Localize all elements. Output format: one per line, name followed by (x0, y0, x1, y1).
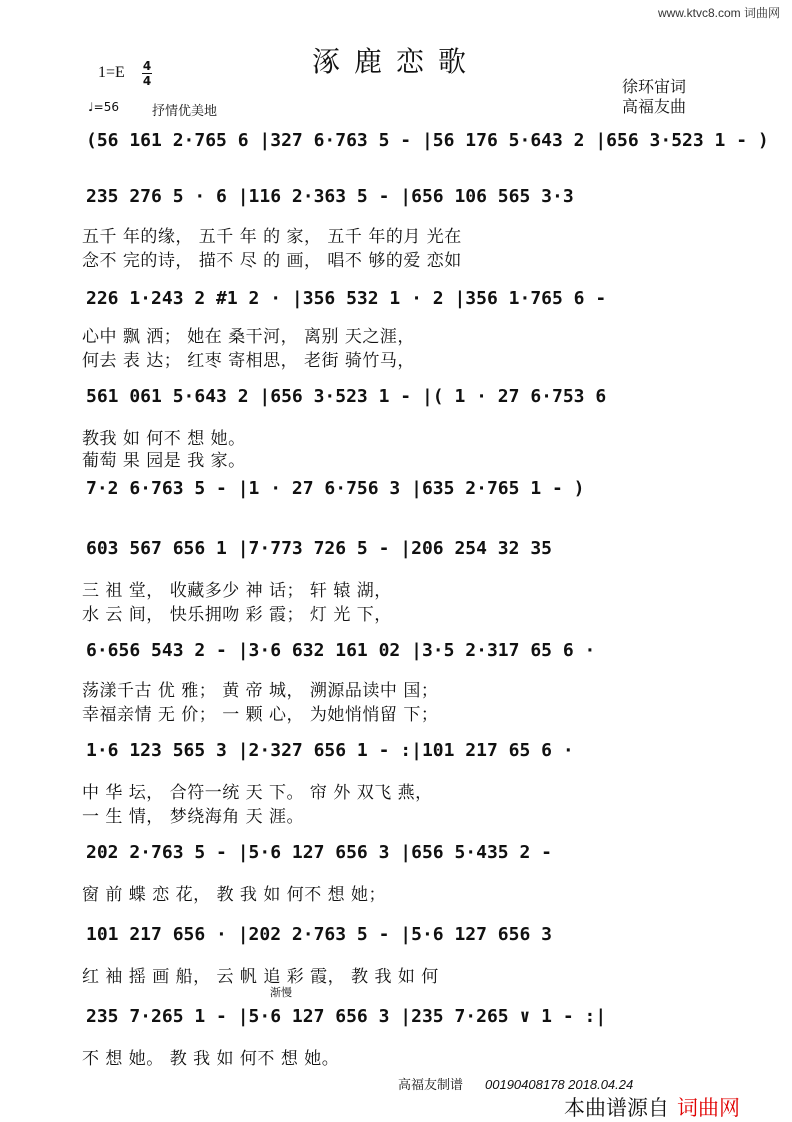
lyric-line-6b: 水 云 间， 快乐拥吻 彩 霞； 灯 光 下， (82, 605, 392, 625)
meter-bottom: 4 (142, 74, 152, 88)
watermark-source: 本曲谱源自 (564, 1096, 669, 1120)
ritardando-mark: 渐慢 (270, 986, 292, 999)
lyric-line-8b: 一 生 情， 梦绕海角 天 涯。 (82, 807, 305, 827)
notation-line-10: 101 217 656 · |202 2·763 5 - |5·6 127 656 3 (86, 924, 552, 945)
notation-line-3: 226 1·243 2 #1 2 · |356 532 1 · 2 |356 1·765 6 - (86, 288, 607, 309)
score-code: 00190408178 2018.04.24 (485, 1077, 634, 1092)
lyric-line-7b: 幸福亲情 无 价； 一 颗 心， 为她悄悄留 下； (82, 705, 439, 725)
composer-credit: 高福友曲 (622, 97, 687, 116)
notation-line-11: 235 7·265 1 - |5·6 127 656 3 |235 7·265 ∨ 1 - :| (86, 1006, 607, 1027)
notation-line-2: 235 276 5 · 6 |116 2·363 5 - |656 106 565 3·3 (86, 186, 574, 207)
lyric-line-10: 红 袖 摇 画 船， 云 帆 追 彩 霞， 教 我 如 何 (82, 967, 439, 987)
lyric-line-9: 窗 前 蝶 恋 花， 教 我 如 何不 想 她； (82, 885, 387, 905)
arranger-credit: 高福友制谱 (398, 1078, 464, 1093)
lyric-line-11: 不 想 她。 教 我 如 何不 想 她。 (82, 1049, 340, 1069)
site-url[interactable]: www.ktvc8.com 词曲网 (657, 6, 780, 20)
time-signature (142, 60, 152, 87)
watermark-site[interactable]: 词曲网 (677, 1097, 740, 1120)
key-signature: 1=E (98, 64, 125, 81)
lyric-line-4b: 葡萄 果 园是 我 家。 (82, 451, 246, 471)
lyric-line-2a: 五千 年的缘， 五千 年 的 家， 五千 年的月 光在 (82, 227, 462, 247)
notation-line-1: (56 161 2·765 6 |327 6·763 5 - |56 176 5·643 2 |656 3·523 1 - ) (86, 130, 769, 151)
footer (398, 1074, 633, 1093)
lyric-line-7a: 荡漾千古 优 雅； 黄 帝 城， 溯源品读中 国； (82, 681, 439, 701)
lyric-line-8a: 中 华 坛， 合符一统 天 下。 帘 外 双飞 燕， (82, 783, 433, 803)
tempo-mark: ♩=56 (88, 100, 119, 114)
notation-line-9: 202 2·763 5 - |5·6 127 656 3 |656 5·435 2 - (86, 842, 552, 863)
lyric-line-4a: 教我 如 何不 想 她。 (82, 429, 246, 449)
song-title: 涿鹿恋歌 (311, 45, 480, 78)
lyric-line-6a: 三 祖 堂， 收藏多少 神 话； 轩 辕 湖， (82, 581, 392, 601)
lyric-line-2b: 念不 完的诗， 描不 尽 的 画， 唱不 够的爱 恋如 (82, 251, 462, 271)
watermark[interactable] (564, 1092, 740, 1122)
notation-line-4: 561 061 5·643 2 |656 3·523 1 - |( 1 · 27 6·753 6 (86, 386, 607, 407)
expression-mark: 抒情优美地 (152, 104, 218, 119)
meter-top: 4 (142, 59, 152, 73)
lyric-line-3a: 心中 飘 洒； 她在 桑干河， 离别 天之涯， (82, 327, 415, 347)
lyricist-credit: 徐环宙词 (622, 77, 687, 96)
notation-line-7: 6·656 543 2 - |3·6 632 161 02 |3·5 2·317 65 6 · (86, 640, 596, 661)
notation-line-6: 603 567 656 1 |7·773 726 5 - |206 254 32 35 (86, 538, 552, 559)
notation-line-8: 1·6 123 565 3 |2·327 656 1 - :|101 217 65 6 · (86, 740, 574, 761)
lyric-line-3b: 何去 表 达； 红枣 寄相思， 老街 骑竹马， (82, 351, 415, 371)
notation-line-5: 7·2 6·763 5 - |1 · 27 6·756 3 |635 2·765 1 - ) (86, 478, 585, 499)
